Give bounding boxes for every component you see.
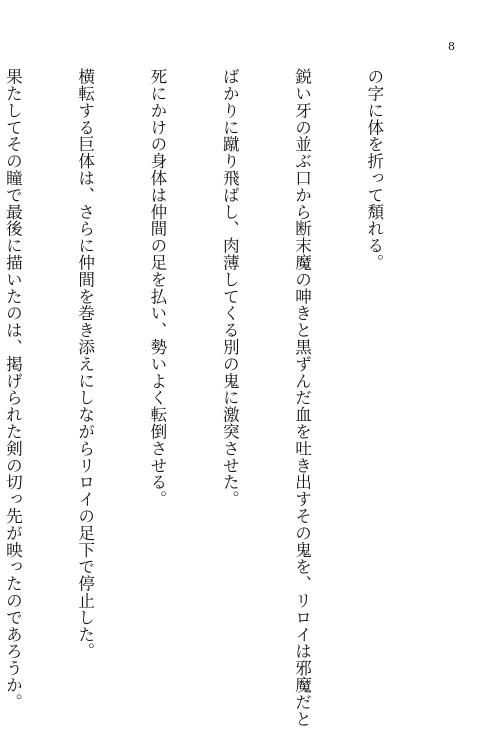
text-line: 鋭い牙の並ぶ口から断末魔の呻きと黒ずんだ血を吐き出すその鬼を、リロイは邪魔だと (292, 68, 312, 728)
text-line: の字に体を折って頽れる。 (364, 68, 384, 271)
text-line: 死にかけの身体は仲間の足を払い、勢いよく転倒させる。 (147, 68, 167, 508)
text-line: 横転する巨体は、さらに仲間を巻き添えにしながらリロイの足下で停止した。 (75, 68, 95, 660)
text-line: 果たしてその瞳で最後に描いたのは、掲げられた剣の切っ先が映ったのであろうか。 (3, 68, 23, 711)
vertical-text-block (3, 68, 434, 728)
page-number: 8 (448, 40, 455, 53)
text-line: ばかりに蹴り飛ばし、肉薄してくる別の鬼に激突させた。 (220, 68, 240, 508)
